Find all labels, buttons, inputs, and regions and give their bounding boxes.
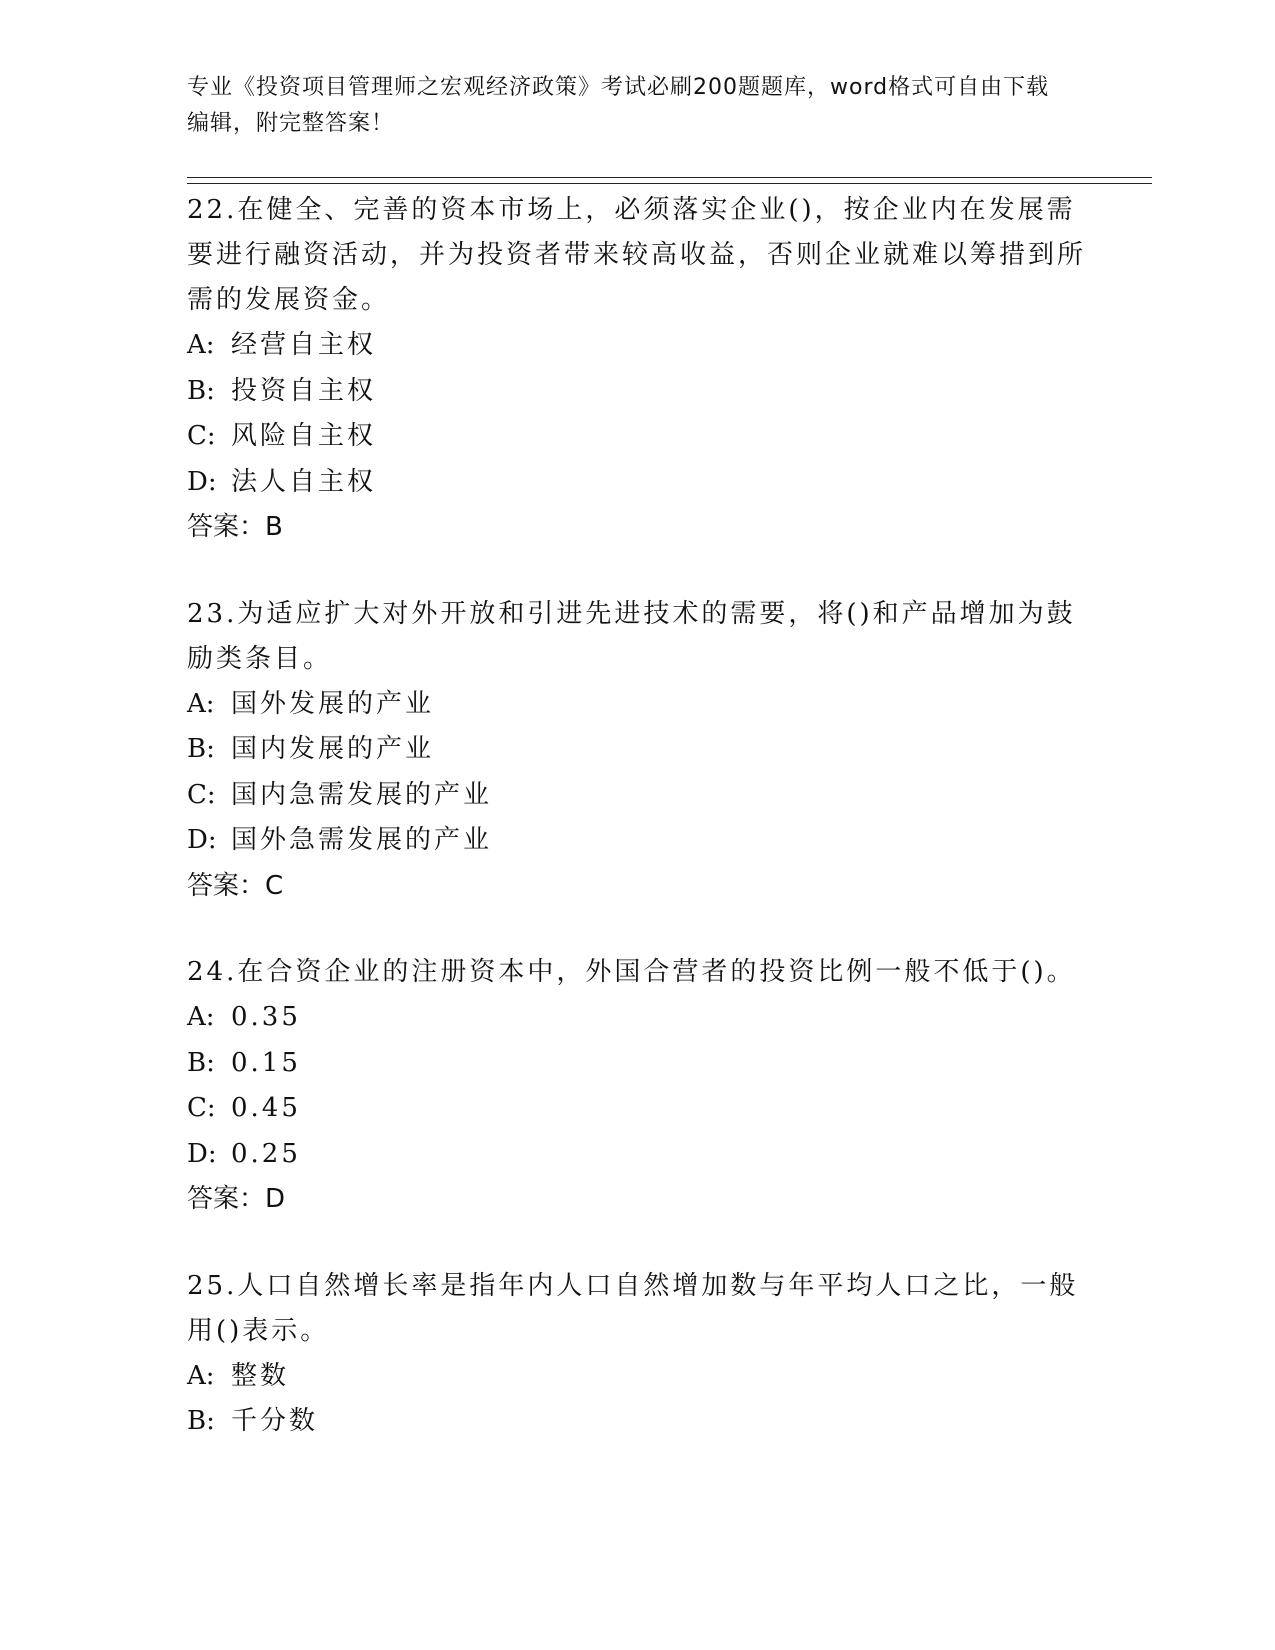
option-key: A: (187, 688, 215, 719)
option-text: 国外急需发展的产业 (231, 825, 493, 855)
option-b (187, 1041, 1087, 1087)
option-b (187, 1399, 1087, 1445)
option-c (187, 414, 1087, 460)
question-23 (187, 592, 1087, 910)
option-key: A: (187, 1002, 215, 1032)
question-22 (187, 188, 1087, 551)
option-d (187, 818, 1087, 864)
option-b (187, 369, 1087, 415)
option-key: C: (187, 779, 216, 810)
option-key: B: (187, 1047, 215, 1078)
header-divider-bottom (187, 183, 1152, 184)
option-text: 0.45 (231, 1093, 301, 1123)
option-key: B: (187, 1406, 215, 1436)
option-a (187, 682, 1087, 728)
option-text: 0.25 (231, 1138, 301, 1169)
document-header: 专业《投资项目管理师之宏观经济政策》考试必刷200题题库，word格式可自由下载编辑，附完整答案！ (187, 75, 1050, 136)
option-text: 风险自主权 (231, 421, 377, 451)
option-text: 0.35 (231, 1002, 301, 1032)
option-key: C: (187, 421, 216, 451)
question-list (187, 188, 1087, 1486)
option-key: D: (187, 466, 217, 497)
option-key: A: (187, 1360, 215, 1391)
option-d (187, 460, 1087, 506)
question-text: 23.为适应扩大对外开放和引进先进技术的需要，将()和产品增加为鼓励类条目。 (187, 598, 1076, 674)
option-text: 整数 (231, 1360, 290, 1391)
option-b (187, 727, 1087, 773)
option-c (187, 773, 1087, 819)
option-d (187, 1132, 1087, 1178)
question-text: 22.在健全、完善的资本市场上，必须落实企业()，按企业内在发展需要进行融资活动，并为投资者带来较高收益，否则企业就难以筹措到所需的发展资金。 (187, 195, 1087, 315)
answer-text: 答案：B (187, 512, 283, 542)
question-24 (187, 950, 1087, 1223)
answer-text: 答案：D (187, 1184, 286, 1214)
option-a (187, 323, 1087, 369)
option-text: 法人自主权 (231, 466, 377, 497)
option-text: 投资自主权 (231, 375, 377, 406)
option-key: B: (187, 375, 215, 406)
option-key: A: (187, 330, 215, 360)
option-key: B: (187, 734, 215, 764)
option-text: 经营自主权 (231, 330, 377, 360)
option-a (187, 995, 1087, 1041)
option-text: 国内急需发展的产业 (231, 779, 493, 810)
question-25 (187, 1264, 1087, 1445)
question-text: 24.在合资企业的注册资本中，外国合营者的投资比例一般不低于()。 (187, 957, 1076, 987)
answer-text: 答案：C (187, 870, 284, 901)
question-text: 25.人口自然增长率是指年内人口自然增加数与年平均人口之比，一般用()表示。 (187, 1270, 1079, 1346)
option-c (187, 1086, 1087, 1132)
option-key: C: (187, 1093, 216, 1123)
option-text: 国内发展的产业 (231, 734, 435, 764)
option-text: 千分数 (231, 1406, 319, 1436)
option-text: 国外发展的产业 (231, 688, 435, 719)
option-key: D: (187, 825, 217, 855)
header-divider-top (187, 177, 1152, 178)
option-text: 0.15 (231, 1047, 301, 1078)
option-a (187, 1354, 1087, 1400)
option-key: D: (187, 1138, 217, 1169)
